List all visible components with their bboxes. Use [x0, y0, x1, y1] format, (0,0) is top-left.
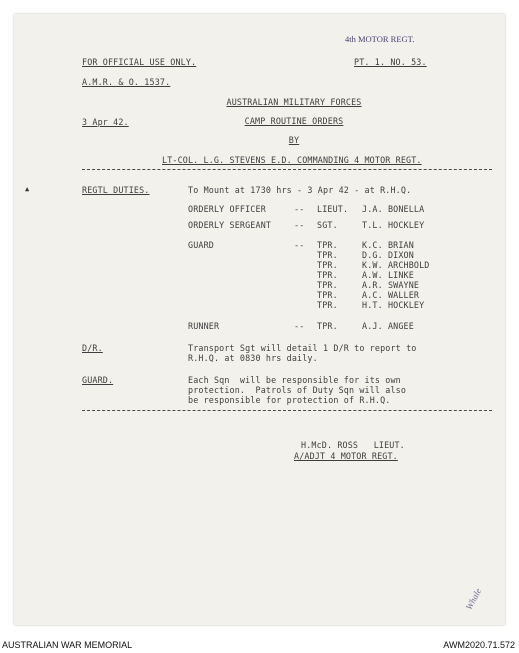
- document-page: [14, 14, 505, 625]
- handwritten-initials: Whale: [463, 586, 484, 612]
- guard-name: K.W. ARCHBOLD: [362, 260, 430, 270]
- footer-institution: AUSTRALIAN WAR MEMORIAL: [2, 640, 133, 650]
- duty-rank: SGT.: [317, 220, 338, 230]
- duty-name: J.A. BONELLA: [362, 204, 425, 214]
- guard-name: A.C. WALLER: [362, 290, 420, 300]
- duty-dash: --: [294, 240, 305, 250]
- duty-role-orderly-sergeant: ORDERLY SERGEANT: [188, 220, 272, 230]
- guard-name: A.W. LINKE: [362, 270, 414, 280]
- guard-rank: TPR.: [317, 300, 338, 310]
- guard-rank: TPR.: [317, 280, 338, 290]
- guard-text-line-1: Each Sqn will be responsible for its own: [188, 375, 401, 385]
- guard-rank: TPR.: [317, 240, 338, 250]
- duty-rank: LIEUT.: [317, 204, 349, 214]
- unit-stamp: 4th MOTOR REGT.: [345, 34, 415, 44]
- guard-name: A.R. SWAYNE: [362, 280, 420, 290]
- guard-name: D.G. DIXON: [362, 250, 414, 260]
- footer-bar: [0, 638, 519, 653]
- order-date: 3 Apr 42.: [82, 117, 129, 127]
- classification: FOR OFFICIAL USE ONLY.: [82, 57, 197, 67]
- commanding-officer: LT-COL. L.G. STEVENS E.D. COMMANDING 4 MOTOR REGT.: [162, 155, 422, 165]
- force-title: AUSTRALIAN MILITARY FORCES: [226, 97, 362, 107]
- guard-rank: TPR.: [317, 270, 338, 280]
- guard-name: H.T. HOCKLEY: [362, 300, 425, 310]
- margin-marker: ▲: [25, 185, 30, 193]
- by-line: BY: [288, 135, 300, 145]
- duty-name: T.L. HOCKLEY: [362, 220, 425, 230]
- amr-reference: A.M.R. & O. 1537.: [82, 77, 171, 87]
- orders-title: CAMP ROUTINE ORDERS: [244, 116, 344, 126]
- guard-text-line-3: be responsible for protection of R.H.Q.: [188, 395, 391, 405]
- divider-bottom: [82, 410, 492, 411]
- section-label-guard: GUARD.: [82, 375, 114, 385]
- duty-rank: TPR.: [317, 321, 338, 331]
- guard-rank: TPR.: [317, 250, 338, 260]
- signatory-appointment: A/ADJT 4 MOTOR REGT.: [294, 451, 398, 461]
- mount-line: To Mount at 1730 hrs - 3 Apr 42 - at R.H.Q.: [188, 185, 412, 195]
- duty-role-orderly-officer: ORDERLY OFFICER: [188, 204, 266, 214]
- dr-text-line-2: R.H.Q. at 0830 hrs daily.: [188, 353, 318, 363]
- duty-role-runner: RUNNER: [188, 321, 220, 331]
- divider-top: [82, 169, 492, 170]
- guard-text-line-2: protection. Patrols of Duty Sqn will also: [188, 385, 407, 395]
- guard-name: K.C. BRIAN: [362, 240, 414, 250]
- guard-rank: TPR.: [317, 260, 338, 270]
- footer-accession: AWM2020.71.572: [443, 640, 515, 650]
- guard-rank: TPR.: [317, 290, 338, 300]
- dr-text-line-1: Transport Sgt will detail 1 D/R to report to: [188, 343, 417, 353]
- duty-dash: --: [294, 220, 305, 230]
- duty-name: A.J. ANGEE: [362, 321, 414, 331]
- duty-dash: --: [294, 321, 305, 331]
- duty-dash: --: [294, 204, 305, 214]
- section-label-dr: D/R.: [82, 343, 103, 353]
- signatory-name: H.McD. ROSS LIEUT.: [301, 440, 405, 450]
- duty-role-guard: GUARD: [188, 240, 214, 250]
- section-label-regtl-duties: REGTL DUTIES.: [82, 185, 150, 195]
- part-number: PT. 1. NO. 53.: [354, 57, 427, 67]
